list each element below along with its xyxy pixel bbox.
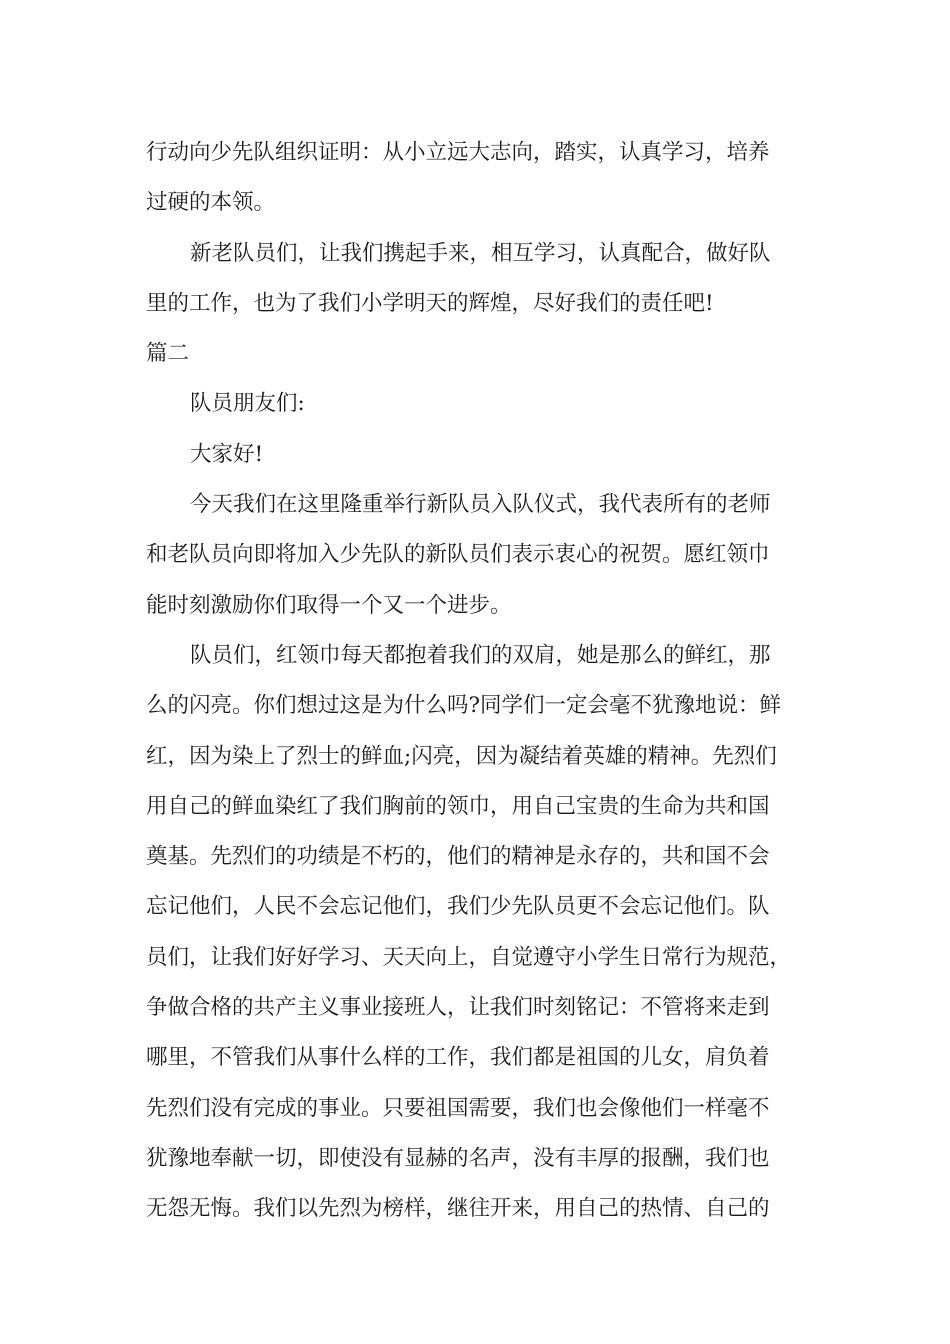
text-line: 和老队员向即将加入少先队的新队员们表示衷心的祝贺。愿红领巾 <box>146 542 770 568</box>
text-line: 红，因为染上了烈士的鲜血;闪亮，因为凝结着英雄的精神。先烈们 <box>146 743 777 769</box>
greeting: 大家好! <box>190 441 264 467</box>
section-heading: 篇二 <box>146 341 190 367</box>
text-line: 犹豫地奉献一切，即使没有显赫的名声，没有丰厚的报酬，我们也 <box>146 1145 770 1171</box>
text-line: 奠基。先烈们的功绩是不朽的，他们的精神是永存的，共和国不会 <box>146 844 770 870</box>
text-line: 里的工作，也为了我们小学明天的辉煌，尽好我们的责任吧! <box>146 290 714 316</box>
text-line: 争做合格的共产主义事业接班人，让我们时刻铭记：不管将来走到 <box>146 995 770 1021</box>
text-line: 用自己的鲜血染红了我们胸前的领巾，用自己宝贵的生命为共和国 <box>146 793 770 819</box>
text-line: 新老队员们，让我们携起手来，相互学习，认真配合，做好队 <box>190 240 771 266</box>
document-body <box>146 128 806 1235</box>
text-line: 无怨无悔。我们以先烈为榜样，继往开来，用自己的热情、自己的 <box>146 1196 770 1222</box>
text-line: 过硬的本领。 <box>146 190 276 216</box>
text-line: 能时刻激励你们取得一个又一个进步。 <box>146 592 512 618</box>
text-line: 忘记他们，人民不会忘记他们，我们少先队员更不会忘记他们。队 <box>146 894 770 920</box>
text-line: 么的闪亮。你们想过这是为什么吗?同学们一定会毫不犹豫地说：鲜 <box>146 693 782 719</box>
text-line: 队员们，红领巾每天都抱着我们的双肩，她是那么的鲜红，那 <box>190 642 771 668</box>
text-line: 今天我们在这里隆重举行新队员入队仪式，我代表所有的老师 <box>190 492 771 518</box>
salutation: 队员朋友们: <box>190 391 305 417</box>
text-line: 员们，让我们好好学习、天天向上，自觉遵守小学生日常行为规范， <box>146 944 792 970</box>
text-line: 行动向少先队组织证明：从小立远大志向，踏实，认真学习，培养 <box>146 140 770 165</box>
text-line: 哪里，不管我们从事什么样的工作，我们都是祖国的儿女，肩负着 <box>146 1045 770 1071</box>
text-line: 先烈们没有完成的事业。只要祖国需要，我们也会像他们一样毫不 <box>146 1095 770 1121</box>
